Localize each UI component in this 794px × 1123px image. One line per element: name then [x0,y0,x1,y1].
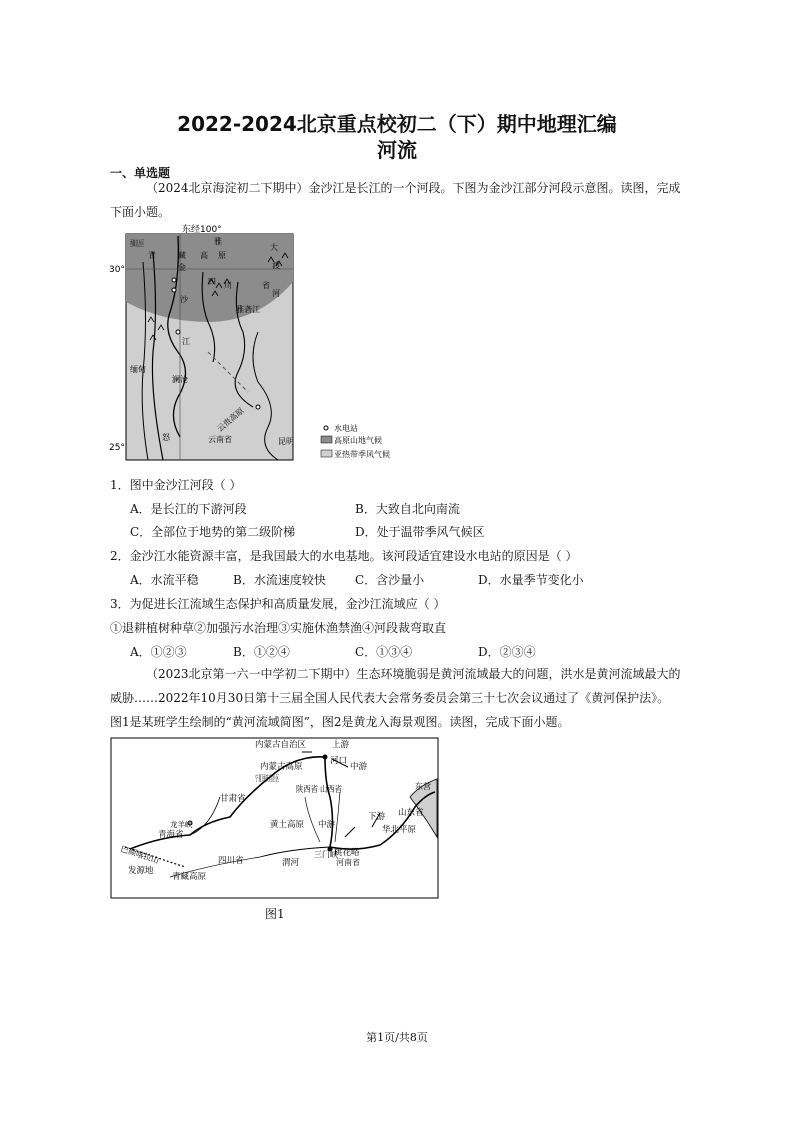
label-da: 大 [270,243,278,252]
label-zhongyou2: 中游 [318,820,336,830]
label-shanxi: 山西省 [320,785,346,795]
label-weihe: 渭河 [282,858,300,868]
label-shandong: 山东省 [398,808,424,818]
q1-option-a[interactable]: A．是长江的下游河段 [130,502,247,516]
label-shangyou: 上游 [332,740,350,750]
label-xiayou: 下游 [368,812,386,822]
label-sanmenxia: 三门峡 [314,850,338,859]
label-longyangxia: 龙羊峡 [170,820,193,829]
label-yunnan: 云南省 [208,435,232,444]
label-fayuan: 发源地 [128,866,154,876]
label-neimenggaoyuan: 内蒙古高原 [260,762,303,772]
page-title: 2022-2024北京重点校初二（下）期中地理汇编 [177,112,617,136]
passage2-line2: 威胁……2022年10月30日第十三届全国人民代表大会常务委员会第三十七次会议通过了《黄河保护法》。 [110,691,670,705]
section-heading: 一、单选题 [110,166,171,180]
label-du: 渡 [272,261,280,270]
label-sha: 沙 [180,295,188,304]
q3-choices-line: ①退耕植树种草②加强污水治理③实施休渔禁渔④河段裁弯取直 [110,621,447,635]
passage2-line3: 图1是某班学生绘制的“黄河流域简图”，图2是黄龙入海景观图。读图，完成下面小题。 [110,715,570,729]
label-gansu: 甘肃省 [220,794,246,804]
label-yuan: 原 [218,251,226,260]
q3-option-a[interactable]: A．①②③ [130,645,187,659]
q3-stem: 3．为促进长江流域生态保护和高质量发展，金沙江流域应（ ） [110,597,446,611]
label-yungui: 云贵高原 [215,406,246,434]
q2-option-c[interactable]: C．含沙量小 [355,573,425,587]
passage1-line1: （2024北京海淀初二下期中）金沙江是长江的一个河段。下图为金沙江部分河段示意图。读图，完成 [146,181,681,195]
yellow-river-map [110,737,440,899]
label-dongying: 东营 [415,782,431,791]
label-lancang: 澜沧 [172,375,188,384]
label-yalong: 雅砻江 [236,305,260,314]
q3-option-c[interactable]: C．①③④ [355,645,413,659]
label-jin: 金 [178,263,186,272]
label-sichuan: 四川省 [218,856,244,866]
q2-stem: 2．金沙江水能资源丰富，是我国最大的水电基地。该河段适宜建设水电站的原因是（ ） [110,549,578,563]
label-shaanxi: 陕西省 [296,785,322,795]
label-ningxia [255,773,279,783]
legend-plateau-swatch [321,436,332,443]
q2-option-b[interactable]: B．水流速度较快 [233,573,326,587]
label-qingzang: 青藏高原 [172,872,207,882]
label-si: 四 [208,277,216,286]
legend-hydro-icon [324,426,328,430]
label-kunming: 昆明 [278,437,294,446]
q1-option-b[interactable]: B．大致自北向南流 [355,502,460,516]
legend-subtropical-swatch [321,450,332,457]
label-huangtu: 黄土高原 [270,820,305,830]
label-xizang [130,238,144,248]
label-chuan: 川 [224,281,232,290]
q1-option-c[interactable]: C．全部位于地势的第二级阶梯 [130,525,296,539]
jinsha-river-map [108,222,390,472]
label-qinghai: 青海省 [158,830,184,840]
label-bayan: 巴颜喀拉山 [119,844,161,866]
hekou-point [323,755,328,760]
label-zang: 藏 [178,251,186,260]
label-neimeng: 内蒙古自治区 [255,740,307,750]
label-sheng: 省 [262,281,270,290]
label-gao: 高 [200,251,208,260]
lat-30-label: 30° [109,265,125,275]
lat-25-label: 25° [109,443,125,453]
passage2-line1: （2023北京第一六一中学初二下期中）生态环境脆弱是黄河流域最大的问题，洪水是黄河流域最大的 [146,667,681,681]
label-huabei: 华北平原 [382,825,417,835]
q1-stem: 1．图中金沙江河段（ ） [110,478,242,492]
legend-subtropical-label: 亚热带季风气候 [334,450,390,459]
figure1-caption: 图1 [265,907,285,921]
label-jiang: 江 [182,337,190,346]
label-taohuayu: 桃花峪 [334,848,360,858]
label-hekou: 河口 [330,756,348,766]
legend-plateau-label: 高原山地气候 [334,436,382,445]
page-footer: 第1页/共8页 [366,1031,428,1044]
page-subtitle: 河流 [377,138,417,162]
q2-option-d[interactable]: D．水量季节变化小 [478,573,584,587]
passage1-line2: 下面小题。 [110,205,171,219]
label-ya: 雅 [214,237,222,246]
legend-hydro-label: 水电站 [334,424,358,433]
label-qing: 青 [148,251,156,260]
lon-label: 东经100° [182,225,222,235]
label-henan: 河南省 [336,858,360,867]
q3-option-d[interactable]: D．②③④ [478,645,536,659]
label-he: 河 [272,289,280,298]
q1-option-d[interactable]: D．处于温带季风气候区 [355,525,485,539]
q2-option-a[interactable]: A．水流平稳 [130,573,199,587]
label-zhongyou1: 中游 [350,762,368,772]
label-miandian: 缅甸 [130,365,146,374]
label-nu: 怒 [162,433,170,442]
q3-option-b[interactable]: B．①②④ [233,645,290,659]
